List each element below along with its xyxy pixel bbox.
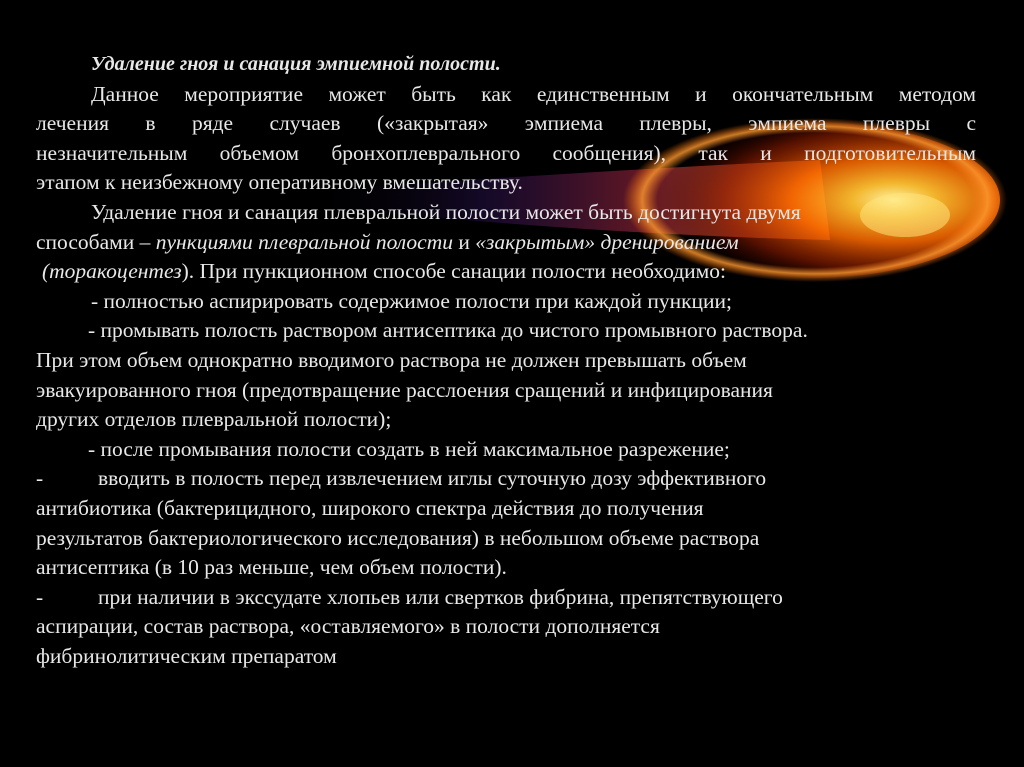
list-item: - полностью аспирировать содержимое полости при каждой пункции;	[91, 288, 733, 313]
paragraph-line: других отделов плевральной полости);	[36, 407, 392, 432]
paragraph-line: фибринолитическим препаратом	[36, 643, 337, 668]
list-item	[36, 464, 976, 494]
paragraph-line: результатов бактериологического исследования) в небольшом объеме раствора	[36, 525, 760, 550]
paragraph-line: аспирации, состав раствора, «оставляемого» в полости дополняется	[36, 614, 660, 639]
text-span: способами –	[36, 229, 156, 254]
paragraph-line: антисептика (в 10 раз меньше, чем объем полости).	[36, 555, 507, 580]
paragraph-line: антибиотика (бактерицидного, широкого спектра действия до получения	[36, 495, 704, 520]
paragraph-line: Удаление гноя и санация плевральной полости может быть достигнута двумя	[91, 199, 801, 224]
text-span: вводить в полость перед извлечением иглы суточную дозу эффективного	[98, 466, 767, 491]
italic-term: (торакоцентез	[42, 259, 182, 284]
paragraph-line: Данное мероприятие может быть как единственным и окончательным методом	[91, 81, 976, 106]
paragraph-line: лечения в ряде случаев («закрытая» эмпиема плевры, эмпиема плевры с	[36, 111, 976, 136]
list-item: - промывать полость раствором антисептика до чистого промывного раствора.	[88, 318, 808, 343]
text-span: ). При пункционном способе санации полости необходимо:	[181, 259, 727, 284]
paragraph-line	[36, 257, 976, 287]
paragraph-line: незначительным объемом бронхоплеврального сообщения), так и подготовительным	[36, 140, 976, 165]
slide-title: Удаление гноя и санация эмпиемной полости.	[91, 53, 501, 75]
paragraph-line: эвакуированного гноя (предотвращение расслоения сращений и инфицирования	[36, 377, 773, 402]
paragraph-line: этапом к неизбежному оперативному вмешательству.	[36, 170, 523, 195]
italic-term: пункциями плевральной полости	[155, 229, 453, 254]
list-item: - после промывания полости создать в ней максимальное разрежение;	[88, 436, 730, 461]
text-span: и	[453, 229, 476, 254]
bullet-dash: -	[36, 584, 44, 609]
slide-body	[36, 50, 976, 671]
text-span: при наличии в экссудате хлопьев или свертков фибрина, препятствующего	[98, 584, 783, 609]
bullet-dash: -	[36, 466, 44, 491]
paragraph-line	[36, 228, 976, 258]
list-item	[36, 583, 976, 613]
italic-term: «закрытым» дренированием	[475, 229, 739, 254]
paragraph-line: При этом объем однократно вводимого раствора не должен превышать объем	[36, 347, 747, 372]
